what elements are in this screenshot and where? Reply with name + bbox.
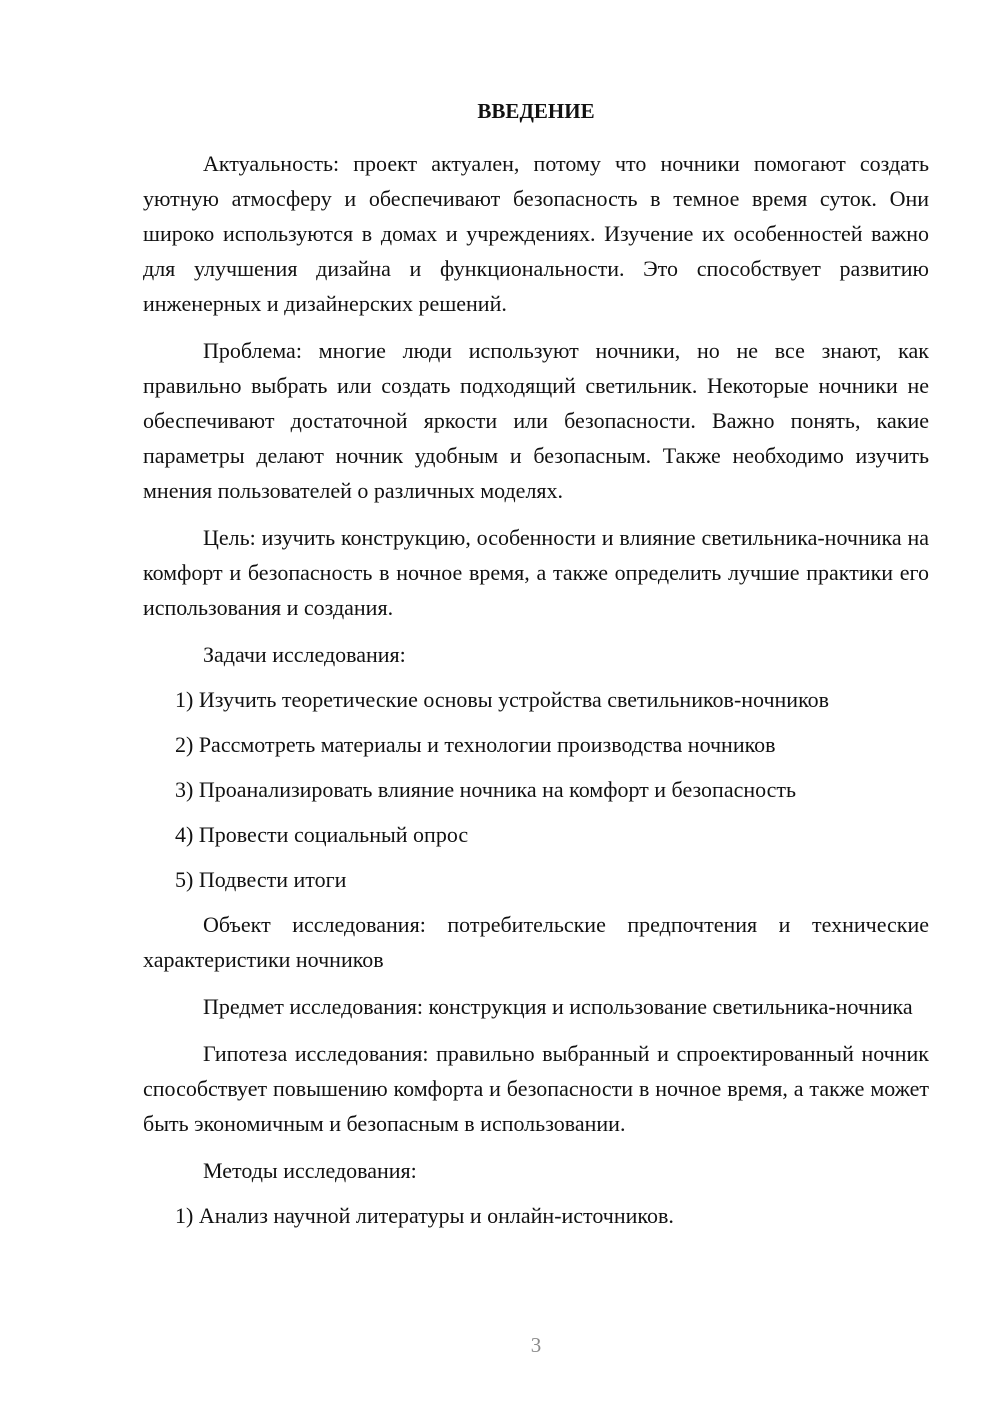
goal-paragraph: Цель: изучить конструкцию, особенности и влияние светильника-ночника на комфорт и безопасность в ночное время, а также определить лучшие практики его использования и создания. [143,525,929,620]
methods-list [143,1198,929,1233]
list-item: 2) Рассмотреть материалы и технологии производства ночников [175,732,776,757]
problem-paragraph: Проблема: многие люди используют ночники, но не все знают, как правильно выбрать или создать подходящий светильник. Некоторые ночники не обеспечивают достаточной яркости или безопасности. Важно понять, какие параметры делают ночник удобным и безопасным. Также необходимо изучить мнения пользователей о различных моделях. [143,338,929,503]
object-paragraph: Объект исследования: потребительские предпочтения и технические характеристики ночников [143,912,929,972]
list-item: 1) Изучить теоретические основы устройства светильников-ночников [175,687,830,712]
page-number: 3 [530,1333,542,1357]
page-title: ВВЕДЕНИЕ [477,99,595,123]
list-item: 4) Провести социальный опрос [175,822,469,847]
document-page [143,96,929,1243]
methods-heading: Методы исследования: [203,1158,417,1183]
subject-paragraph: Предмет исследования: конструкция и использование светильника-ночника [203,994,913,1019]
tasks-heading: Задачи исследования: [203,642,406,667]
list-item: 5) Подвести итоги [175,867,347,892]
list-item: 3) Проанализировать влияние ночника на комфорт и безопасность [175,777,797,802]
relevance-paragraph: Актуальность: проект актуален, потому что ночники помогают создать уютную атмосферу и обеспечивают безопасность в темное время суток. Они широко используются в домах и учреждениях. Изучение их особенностей важно для улучшения дизайна и функциональности. Это способствует развитию инженерных и дизайнерских решений. [143,151,929,316]
list-item: 1) Анализ научной литературы и онлайн-источников. [175,1203,674,1228]
hypothesis-paragraph: Гипотеза исследования: правильно выбранный и спроектированный ночник способствует повышению комфорта и безопасности в ночное время, а также может быть экономичным и безопасным в использовании. [143,1041,929,1136]
tasks-list [143,682,929,897]
